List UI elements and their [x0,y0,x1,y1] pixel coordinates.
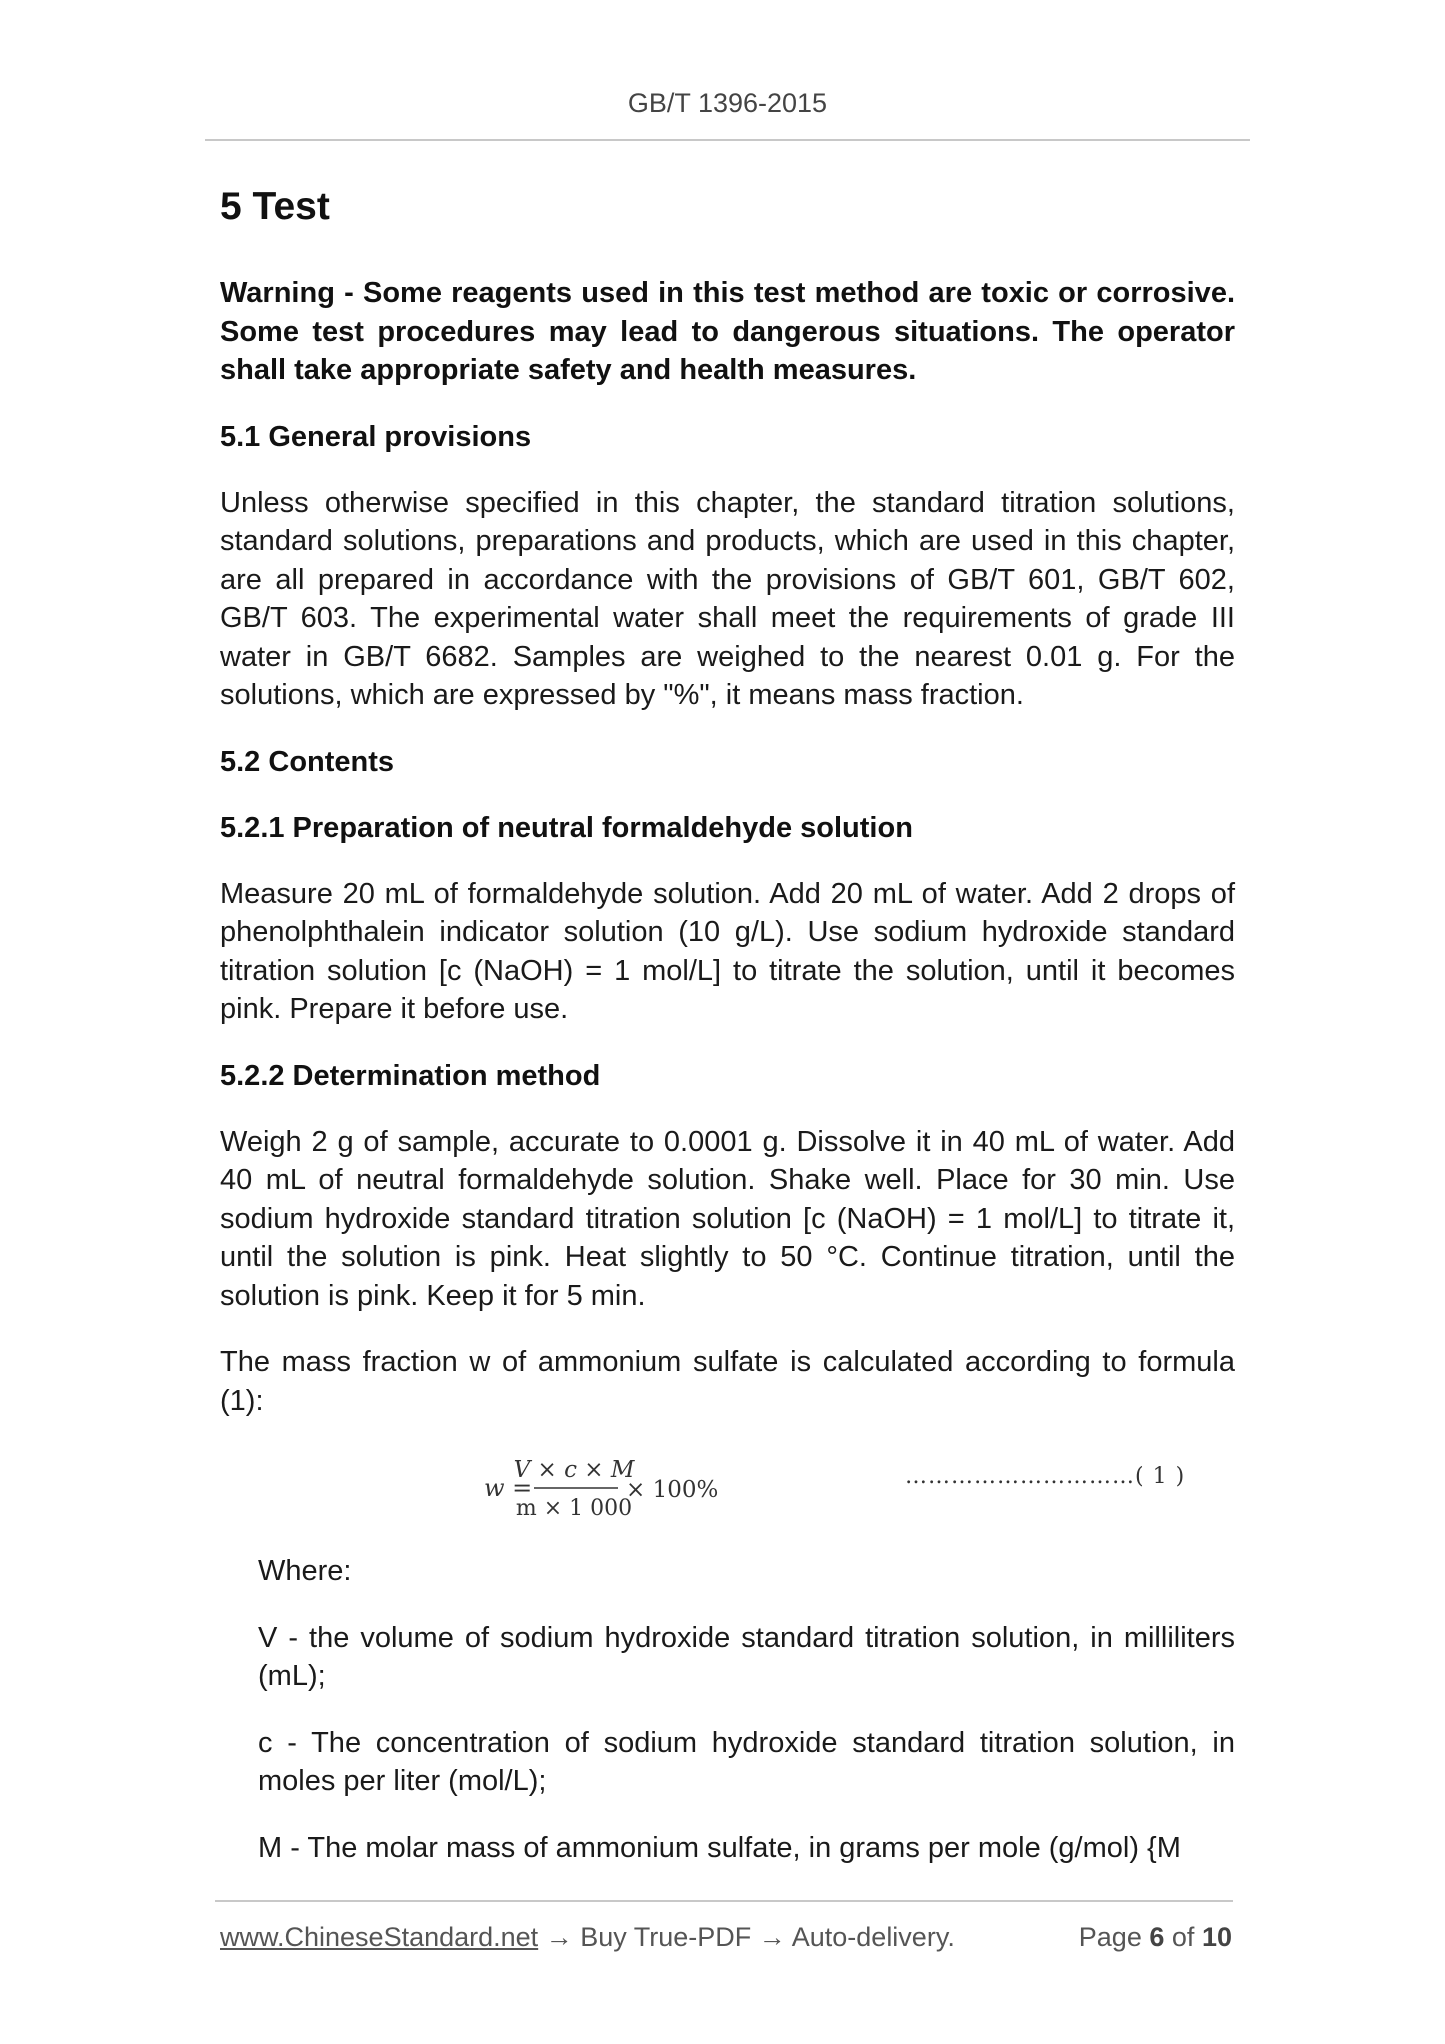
footer-divider [215,1900,1233,1902]
determination-text: Weigh 2 g of sample, accurate to 0.0001 g. Dissolve it in 40 mL of water. Add 40 mL of neutral formaldehyde solution. Shake well. Place for 30 min. Use sodium hydroxide standard titration solution [c (NaOH) = 1 mol/L] to titrate it, until the solution is pink. Heat slightly to 50 °C. Continue titration, until the solution is pink. Keep it for 5 min. [220,1125,1235,1312]
general-provisions-text: Unless otherwise specified in this chapter, the standard titration solutions, standard solutions, preparations and products, which are used in this chapter, are all prepared in accordance with the provisions of GB/T 601, GB/T 602, GB/T 603. The experimental water shall meet the requirements of grade III water in GB/T 6682. Samples are weighed to the nearest 0.01 g. For the solutions, which are expressed by "%", it means mass fraction. [220,486,1235,711]
determination-heading: 5.2.2 Determination method [220,1059,601,1092]
warning-paragraph: Warning - Some reagents used in this test method are toxic or corrosive. Some test procedures may lead to dangerous situations. The operator shall take appropriate safety and health measures. [220,277,1235,386]
where-item-m: M - The molar mass of ammonium sulfate, in grams per mole (g/mol) {M [258,1831,1181,1864]
where-label: Where: [258,1555,352,1587]
contents-heading: 5.2 Contents [220,745,395,778]
formula-multiplier: × 100% [626,1477,719,1503]
formula-1 [484,1452,804,1524]
page-of-label: of [1171,1922,1195,1952]
formula-numerator: V × c × M [513,1457,635,1483]
total-pages: 10 [1201,1922,1232,1952]
formula-denominator: m × 1 000 [515,1496,633,1521]
page-body [220,182,1235,1895]
footer-promo [220,1922,955,1953]
general-provisions-heading: 5.1 General provisions [220,420,532,453]
page-number [1079,1922,1232,1953]
section-title: 5 Test [220,185,330,228]
preparation-text: Measure 20 mL of formaldehyde solution. Add 20 mL of water. Add 2 drops of phenolphthalein indicator solution (10 g/L). Use sodium hydroxide standard titration solution [c (NaOH) = 1 mol/L] to titrate the solution, until it becomes pink. Prepare it before use. [220,877,1235,1025]
current-page: 6 [1149,1922,1165,1952]
where-item-v: V - the volume of sodium hydroxide standard titration solution, in milliliters (mL); [258,1621,1235,1692]
chinesestandard-link[interactable]: www.ChineseStandard.net [220,1922,539,1952]
page-header: GB/T 1396-2015 [627,88,828,118]
page-label: Page [1078,1922,1142,1952]
preparation-heading: 5.2.1 Preparation of neutral formaldehyde solution [220,811,913,844]
formula-lhs: w = [484,1474,533,1502]
footer-promo-text: → Buy True-PDF → Auto-delivery. [538,1922,955,1952]
formula-row [220,1448,1235,1528]
formula-number: …………………………( 1 ) [905,1464,1186,1489]
header-divider [205,139,1250,141]
formula-intro: The mass fraction w of ammonium sulfate is calculated according to formula (1): [220,1346,1235,1417]
where-item-c: c - The concentration of sodium hydroxide standard titration solution, in moles per liter (mol/L); [258,1726,1235,1797]
